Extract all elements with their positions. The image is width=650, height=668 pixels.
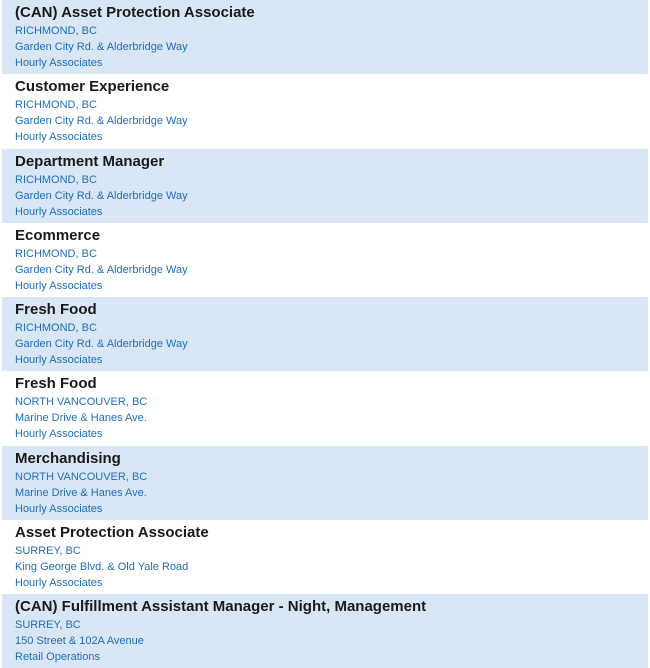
- job-category: Hourly Associates: [15, 502, 103, 515]
- job-address: Marine Drive & Hanes Ave.: [15, 486, 147, 499]
- job-title-link[interactable]: (CAN) Asset Protection Associate: [15, 4, 255, 21]
- job-address: Garden City Rd. & Alderbridge Way: [15, 189, 188, 202]
- job-title-link[interactable]: Ecommerce: [15, 226, 101, 244]
- job-title-link[interactable]: Fresh Food: [15, 301, 97, 318]
- job-listing-fresh-food-richmond[interactable]: [2, 297, 648, 371]
- job-listing-merchandising[interactable]: [2, 446, 648, 520]
- job-city: NORTH VANCOUVER, BC: [15, 470, 148, 483]
- job-title-link[interactable]: Asset Protection Associate: [15, 523, 209, 541]
- job-category: Hourly Associates: [15, 205, 103, 218]
- job-category: Hourly Associates: [15, 576, 103, 589]
- job-city: RICHMOND, BC: [15, 173, 97, 186]
- job-city: RICHMOND, BC: [15, 25, 97, 37]
- job-listing-asset-protection-associate-surrey[interactable]: [2, 520, 648, 594]
- job-city: NORTH VANCOUVER, BC: [15, 396, 148, 409]
- job-listing-ecommerce[interactable]: [2, 223, 648, 297]
- job-address: Garden City Rd. & Alderbridge Way: [15, 41, 188, 53]
- job-listing-asset-protection-associate-can[interactable]: [2, 0, 648, 74]
- job-listing-department-manager[interactable]: [2, 149, 648, 223]
- job-address: Garden City Rd. & Alderbridge Way: [15, 115, 188, 128]
- job-listing-customer-experience[interactable]: [2, 74, 648, 148]
- job-city: SURREY, BC: [15, 544, 81, 557]
- job-listing-fresh-food-north-vancouver[interactable]: [2, 371, 648, 445]
- job-title-link[interactable]: Customer Experience: [15, 78, 170, 96]
- job-city: RICHMOND, BC: [15, 322, 97, 334]
- job-category: Hourly Associates: [15, 279, 103, 292]
- job-city: RICHMOND, BC: [15, 99, 97, 112]
- job-city: SURREY, BC: [15, 619, 81, 631]
- job-title-link[interactable]: Fresh Food: [15, 375, 97, 393]
- job-address: Marine Drive & Hanes Ave.: [15, 412, 147, 425]
- job-address: Garden City Rd. & Alderbridge Way: [15, 338, 188, 350]
- job-address: King George Blvd. & Old Yale Road: [15, 560, 189, 573]
- job-title-link[interactable]: Merchandising: [15, 449, 121, 467]
- job-address: 150 Street & 102A Avenue: [15, 635, 144, 647]
- job-address: Garden City Rd. & Alderbridge Way: [15, 263, 188, 276]
- job-listing-fulfillment-assistant-manager[interactable]: [2, 594, 648, 668]
- job-city: RICHMOND, BC: [15, 247, 97, 260]
- job-category: Hourly Associates: [15, 57, 103, 69]
- job-title-link[interactable]: Department Manager: [15, 152, 165, 170]
- job-category: Hourly Associates: [15, 428, 103, 441]
- job-category: Retail Operations: [15, 651, 100, 663]
- job-category: Hourly Associates: [15, 354, 103, 366]
- job-title-link[interactable]: (CAN) Fulfillment Assistant Manager - Night, Management: [15, 598, 427, 615]
- job-category: Hourly Associates: [15, 131, 103, 144]
